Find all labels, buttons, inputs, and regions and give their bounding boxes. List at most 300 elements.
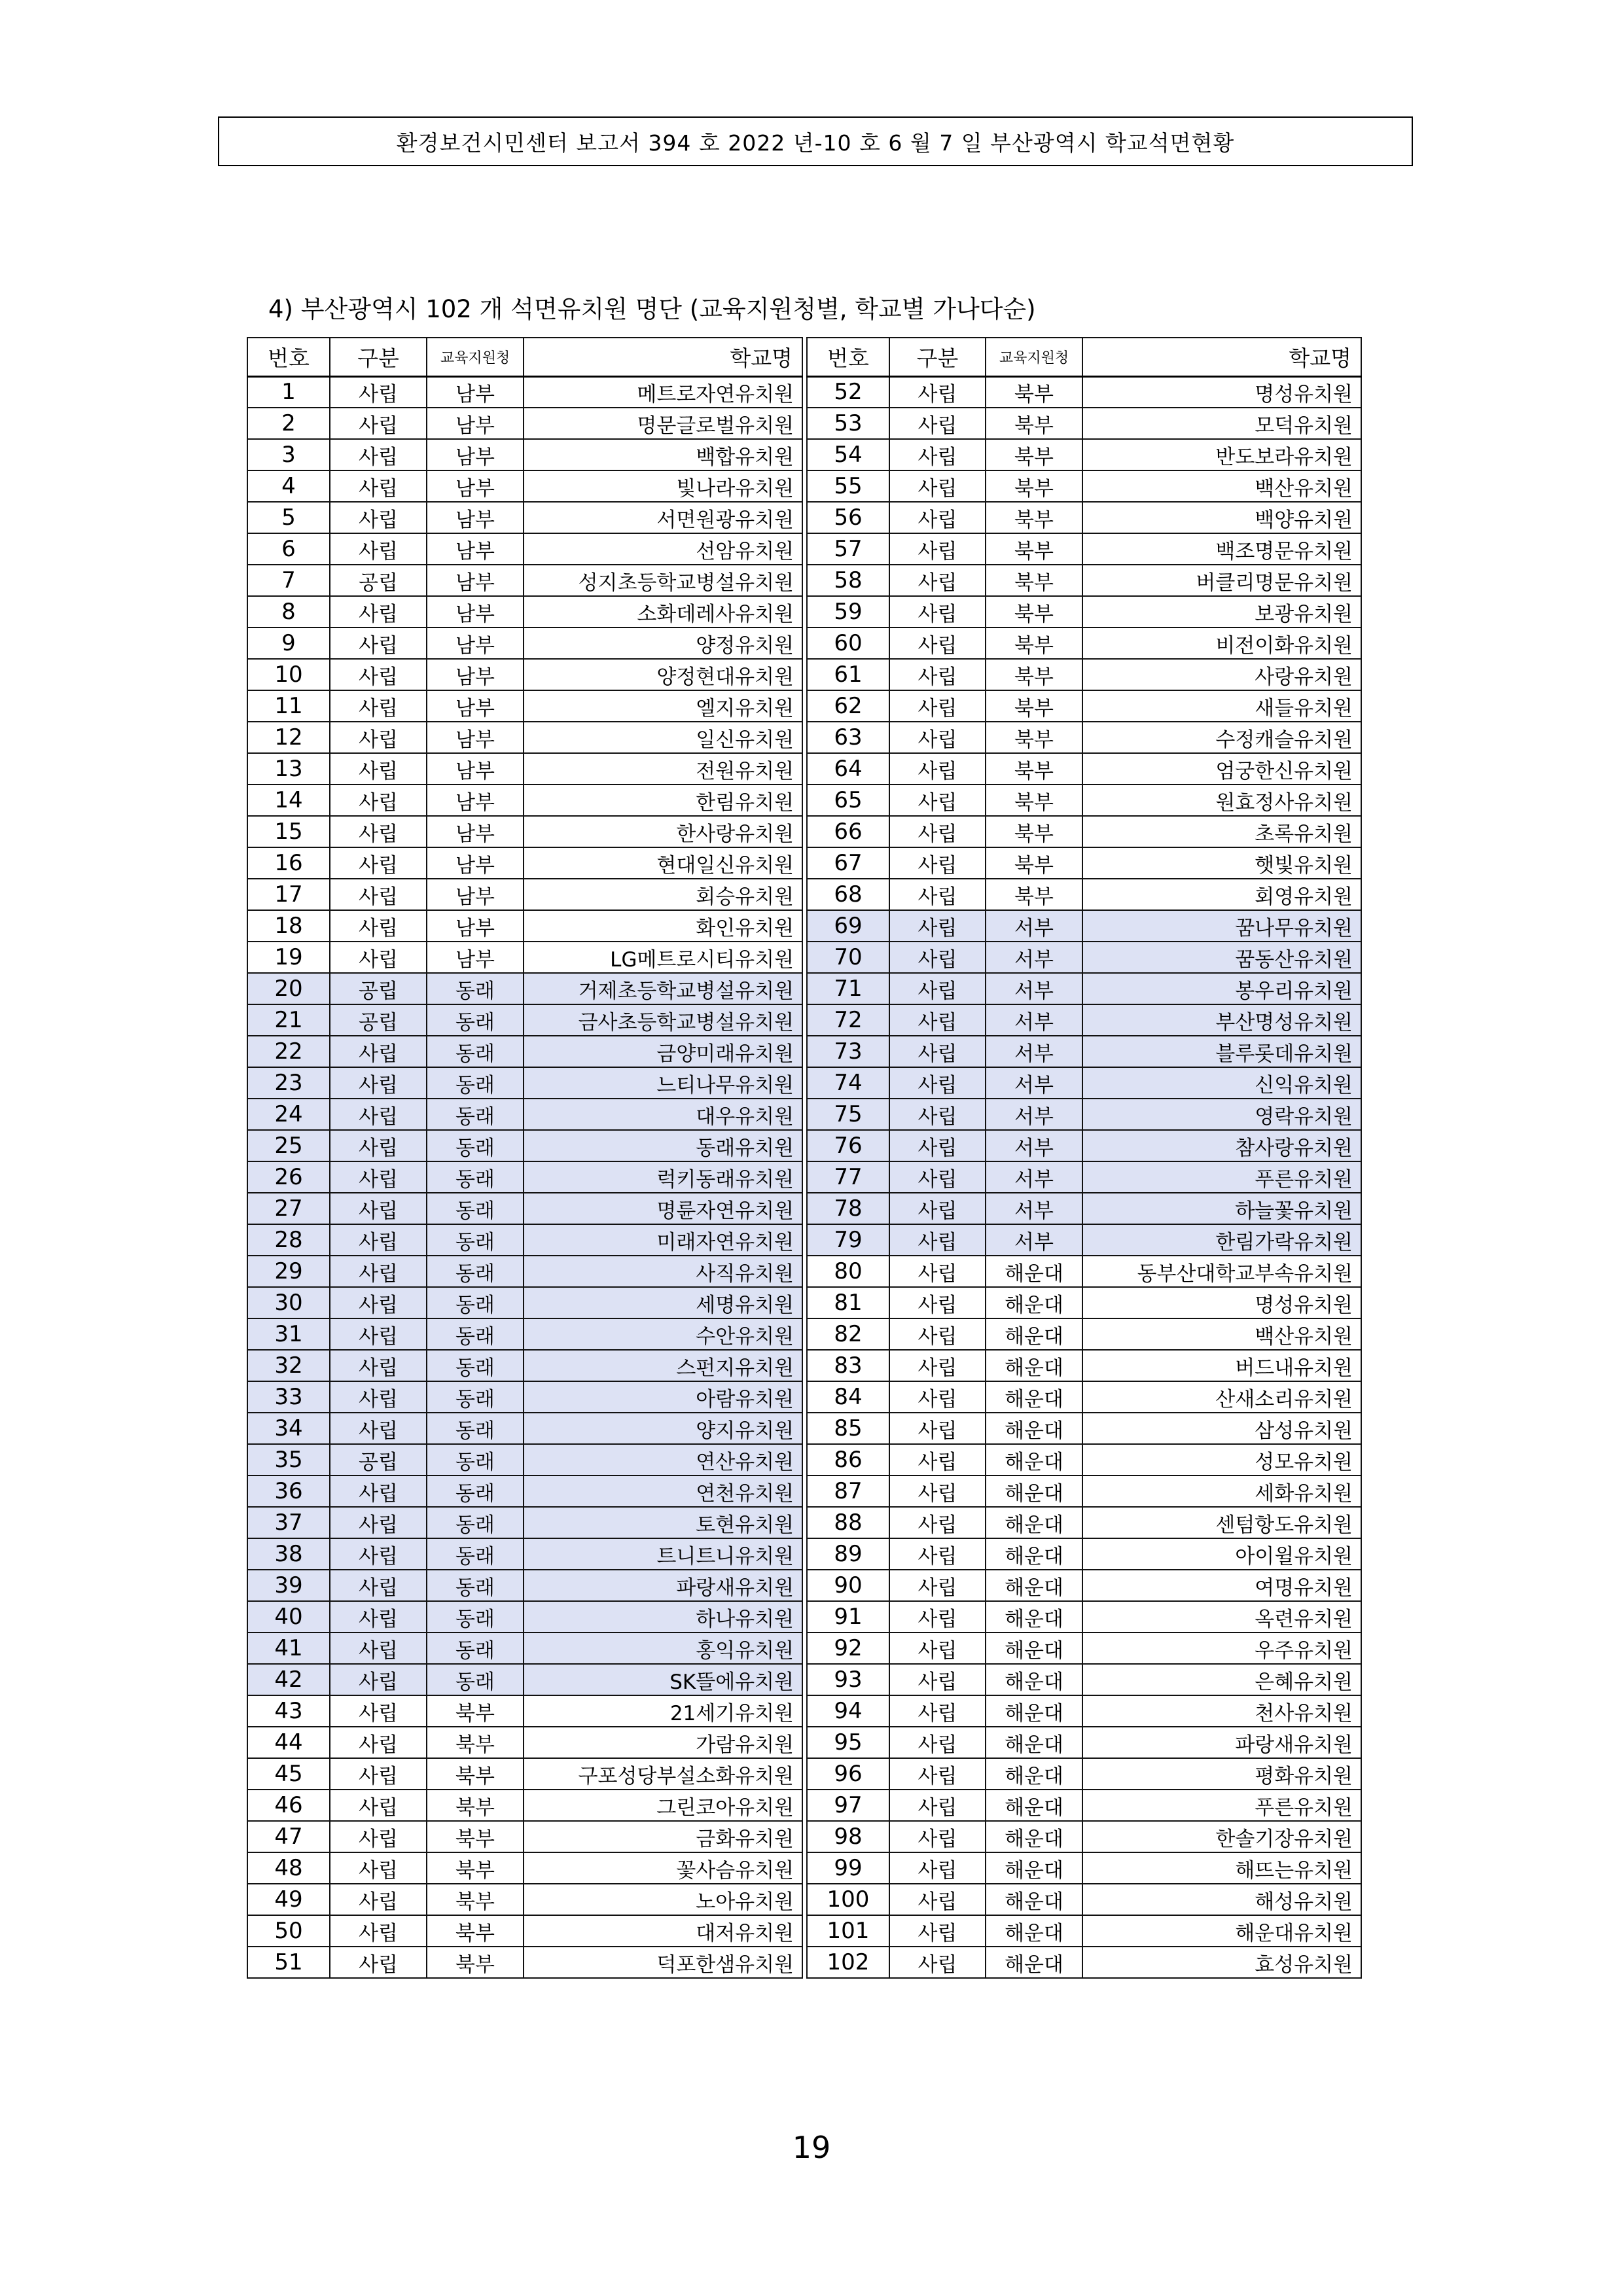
row-number: 97 [807, 1790, 889, 1821]
row-number: 14 [247, 785, 330, 816]
row-region: 해운대 [986, 1821, 1082, 1852]
header-school-name: 학교명 [1082, 338, 1361, 376]
row-number: 1 [247, 376, 330, 408]
row-number: 61 [807, 659, 889, 690]
row-region: 남부 [427, 847, 524, 879]
row-school-name: 한림유치원 [524, 785, 802, 816]
table-row [247, 1570, 802, 1601]
table-row [247, 753, 802, 785]
row-type: 사립 [330, 1884, 427, 1915]
row-type: 사립 [889, 1004, 986, 1036]
row-school-name: 연천유치원 [524, 1475, 802, 1507]
row-region: 남부 [427, 659, 524, 690]
row-number: 91 [807, 1601, 889, 1633]
row-number: 54 [807, 439, 889, 470]
row-region: 북부 [986, 502, 1082, 533]
row-region: 동래 [427, 1570, 524, 1601]
table-row [807, 785, 1361, 816]
row-school-name: 평화유치원 [1082, 1758, 1361, 1790]
row-school-name: 명륜자연유치원 [524, 1193, 802, 1224]
row-type: 사립 [330, 1758, 427, 1790]
row-type: 사립 [889, 1633, 986, 1664]
row-type: 사립 [889, 942, 986, 973]
row-type: 사립 [889, 596, 986, 627]
table-row [247, 1695, 802, 1727]
row-number: 92 [807, 1633, 889, 1664]
table-row [247, 1381, 802, 1413]
row-type: 사립 [330, 753, 427, 785]
table-row [247, 1852, 802, 1884]
row-type: 사립 [889, 408, 986, 439]
row-region: 동래 [427, 1193, 524, 1224]
row-region: 동래 [427, 1475, 524, 1507]
row-school-name: 우주유치원 [1082, 1633, 1361, 1664]
row-region: 동래 [427, 1036, 524, 1067]
row-number: 64 [807, 753, 889, 785]
row-number: 30 [247, 1287, 330, 1318]
row-number: 52 [807, 376, 889, 408]
row-region: 남부 [427, 408, 524, 439]
row-type: 사립 [330, 1224, 427, 1256]
row-type: 사립 [330, 910, 427, 942]
table-body-left [247, 376, 802, 1978]
table-row [807, 1915, 1361, 1947]
row-school-name: 영락유치원 [1082, 1099, 1361, 1130]
row-school-name: 옥련유치원 [1082, 1601, 1361, 1633]
row-type: 사립 [889, 1099, 986, 1130]
row-school-name: 양정유치원 [524, 627, 802, 659]
row-number: 85 [807, 1413, 889, 1444]
row-school-name: 수정캐슬유치원 [1082, 722, 1361, 753]
row-type: 사립 [889, 1664, 986, 1695]
table-row [247, 1193, 802, 1224]
row-region: 해운대 [986, 1381, 1082, 1413]
row-school-name: 구포성당부설소화유치원 [524, 1758, 802, 1790]
row-region: 남부 [427, 596, 524, 627]
row-school-name: 해뜨는유치원 [1082, 1852, 1361, 1884]
row-number: 59 [807, 596, 889, 627]
row-region: 동래 [427, 1538, 524, 1570]
row-region: 동래 [427, 1161, 524, 1193]
row-number: 19 [247, 942, 330, 973]
header-region: 교육지원청 [986, 338, 1082, 376]
row-school-name: 버클리명문유치원 [1082, 565, 1361, 596]
row-number: 7 [247, 565, 330, 596]
row-number: 11 [247, 690, 330, 722]
table-row [807, 1633, 1361, 1664]
row-school-name: 한솔기장유치원 [1082, 1821, 1361, 1852]
table-header-row [247, 338, 802, 376]
table-row [807, 596, 1361, 627]
table-row [247, 1350, 802, 1381]
row-number: 90 [807, 1570, 889, 1601]
row-region: 남부 [427, 722, 524, 753]
row-school-name: 명성유치원 [1082, 1287, 1361, 1318]
table-row [807, 439, 1361, 470]
row-number: 2 [247, 408, 330, 439]
row-school-name: 21세기유치원 [524, 1695, 802, 1727]
row-region: 서부 [986, 942, 1082, 973]
row-number: 50 [247, 1915, 330, 1947]
row-region: 북부 [986, 690, 1082, 722]
row-region: 해운대 [986, 1601, 1082, 1633]
row-number: 69 [807, 910, 889, 942]
row-school-name: 센텀항도유치원 [1082, 1507, 1361, 1538]
table-row [807, 1413, 1361, 1444]
row-school-name: 명성유치원 [1082, 376, 1361, 408]
row-number: 100 [807, 1884, 889, 1915]
table-row [247, 1256, 802, 1287]
row-type: 사립 [889, 1381, 986, 1413]
row-type: 사립 [889, 1413, 986, 1444]
row-school-name: 삼성유치원 [1082, 1413, 1361, 1444]
table-row [807, 1161, 1361, 1193]
row-type: 사립 [889, 1161, 986, 1193]
row-school-name: 꿈동산유치원 [1082, 942, 1361, 973]
row-school-name: 양정현대유치원 [524, 659, 802, 690]
row-number: 62 [807, 690, 889, 722]
row-number: 94 [807, 1695, 889, 1727]
row-region: 북부 [986, 722, 1082, 753]
row-region: 서부 [986, 1004, 1082, 1036]
row-region: 북부 [427, 1947, 524, 1978]
row-type: 사립 [330, 785, 427, 816]
row-type: 사립 [330, 816, 427, 847]
table-row [247, 1444, 802, 1475]
report-header-text: 환경보건시민센터 보고서 394 호 2022 년-10 호 6 월 7 일 부산광역시 학교석면현황 [396, 130, 1235, 156]
row-number: 93 [807, 1664, 889, 1695]
row-region: 남부 [427, 879, 524, 910]
row-region: 해운대 [986, 1758, 1082, 1790]
row-type: 사립 [330, 376, 427, 408]
row-school-name: 화인유치원 [524, 910, 802, 942]
row-school-name: 한림가락유치원 [1082, 1224, 1361, 1256]
row-type: 사립 [889, 847, 986, 879]
row-school-name: 한사랑유치원 [524, 816, 802, 847]
row-number: 4 [247, 470, 330, 502]
table-row [247, 1947, 802, 1978]
row-type: 사립 [889, 1758, 986, 1790]
row-school-name: 백산유치원 [1082, 470, 1361, 502]
row-number: 98 [807, 1821, 889, 1852]
row-type: 사립 [330, 942, 427, 973]
row-type: 사립 [889, 785, 986, 816]
row-number: 44 [247, 1727, 330, 1758]
row-school-name: 대저유치원 [524, 1915, 802, 1947]
table-row [807, 1538, 1361, 1570]
row-type: 사립 [330, 1475, 427, 1507]
row-type: 사립 [889, 1695, 986, 1727]
row-region: 동래 [427, 1004, 524, 1036]
row-school-name: 아람유치원 [524, 1381, 802, 1413]
header-no: 번호 [807, 338, 889, 376]
row-school-name: 초록유치원 [1082, 816, 1361, 847]
row-region: 남부 [427, 627, 524, 659]
row-region: 동래 [427, 1664, 524, 1695]
table-row [247, 470, 802, 502]
row-number: 84 [807, 1381, 889, 1413]
row-region: 동래 [427, 1601, 524, 1633]
row-type: 사립 [330, 1350, 427, 1381]
row-type: 사립 [889, 722, 986, 753]
row-school-name: 꿈나무유치원 [1082, 910, 1361, 942]
report-header [218, 116, 1413, 166]
row-region: 해운대 [986, 1915, 1082, 1947]
row-type: 공립 [330, 565, 427, 596]
row-school-name: 금양미래유치원 [524, 1036, 802, 1067]
table-row [807, 1947, 1361, 1978]
row-region: 동래 [427, 1350, 524, 1381]
row-school-name: 부산명성유치원 [1082, 1004, 1361, 1036]
row-type: 사립 [889, 1067, 986, 1099]
row-region: 북부 [986, 533, 1082, 565]
row-type: 사립 [330, 1161, 427, 1193]
row-number: 40 [247, 1601, 330, 1633]
header-type: 구분 [330, 338, 427, 376]
table-row [807, 565, 1361, 596]
header-type: 구분 [889, 338, 986, 376]
row-region: 남부 [427, 533, 524, 565]
row-region: 북부 [986, 753, 1082, 785]
row-region: 서부 [986, 1067, 1082, 1099]
row-school-name: 신익유치원 [1082, 1067, 1361, 1099]
row-type: 사립 [330, 879, 427, 910]
row-region: 해운대 [986, 1695, 1082, 1727]
row-school-name: 해운대유치원 [1082, 1915, 1361, 1947]
table-row [807, 470, 1361, 502]
row-type: 사립 [330, 1507, 427, 1538]
row-school-name: 푸른유치원 [1082, 1161, 1361, 1193]
row-school-name: 천사유치원 [1082, 1695, 1361, 1727]
row-number: 18 [247, 910, 330, 942]
row-region: 북부 [427, 1790, 524, 1821]
table-row [247, 973, 802, 1004]
row-number: 79 [807, 1224, 889, 1256]
row-school-name: 거제초등학교병설유치원 [524, 973, 802, 1004]
row-type: 사립 [330, 1381, 427, 1413]
row-school-name: 파랑새유치원 [524, 1570, 802, 1601]
table-row [247, 408, 802, 439]
row-number: 72 [807, 1004, 889, 1036]
row-type: 사립 [330, 1695, 427, 1727]
row-region: 북부 [986, 659, 1082, 690]
row-type: 사립 [889, 1036, 986, 1067]
row-number: 99 [807, 1852, 889, 1884]
kindergarten-table-right [806, 337, 1362, 1979]
table-row [247, 659, 802, 690]
row-region: 동래 [427, 1318, 524, 1350]
row-region: 남부 [427, 942, 524, 973]
row-region: 해운대 [986, 1538, 1082, 1570]
table-row [807, 1287, 1361, 1318]
page-number: 19 [792, 2130, 831, 2165]
row-region: 동래 [427, 1256, 524, 1287]
row-school-name: 모덕유치원 [1082, 408, 1361, 439]
table-row [247, 439, 802, 470]
table-row [247, 816, 802, 847]
table-row [807, 1664, 1361, 1695]
row-number: 68 [807, 879, 889, 910]
table-row [247, 1475, 802, 1507]
row-type: 사립 [330, 1947, 427, 1978]
table-row [807, 1004, 1361, 1036]
row-school-name: 소화데레사유치원 [524, 596, 802, 627]
row-number: 28 [247, 1224, 330, 1256]
row-school-name: 백양유치원 [1082, 502, 1361, 533]
row-type: 사립 [889, 533, 986, 565]
row-number: 45 [247, 1758, 330, 1790]
table-row [247, 1915, 802, 1947]
row-school-name: 하늘꽃유치원 [1082, 1193, 1361, 1224]
table-row [807, 408, 1361, 439]
row-school-name: 동래유치원 [524, 1130, 802, 1161]
table-row [247, 879, 802, 910]
row-type: 사립 [330, 1790, 427, 1821]
row-type: 사립 [889, 1318, 986, 1350]
row-type: 사립 [330, 502, 427, 533]
table-row [807, 1695, 1361, 1727]
row-number: 95 [807, 1727, 889, 1758]
table-row [247, 1130, 802, 1161]
row-region: 동래 [427, 1130, 524, 1161]
row-number: 89 [807, 1538, 889, 1570]
row-region: 북부 [986, 439, 1082, 470]
table-body-right [807, 376, 1361, 1978]
row-type: 사립 [330, 1601, 427, 1633]
row-school-name: 산새소리유치원 [1082, 1381, 1361, 1413]
table-row [807, 847, 1361, 879]
row-number: 63 [807, 722, 889, 753]
row-type: 사립 [330, 847, 427, 879]
row-number: 26 [247, 1161, 330, 1193]
row-type: 사립 [889, 973, 986, 1004]
row-number: 57 [807, 533, 889, 565]
row-number: 75 [807, 1099, 889, 1130]
row-type: 사립 [330, 1256, 427, 1287]
row-type: 사립 [330, 533, 427, 565]
row-type: 공립 [330, 973, 427, 1004]
row-school-name: 세화유치원 [1082, 1475, 1361, 1507]
row-type: 사립 [330, 408, 427, 439]
row-region: 북부 [427, 1915, 524, 1947]
table-row [807, 1601, 1361, 1633]
row-region: 동래 [427, 1381, 524, 1413]
row-number: 24 [247, 1099, 330, 1130]
row-type: 사립 [330, 1633, 427, 1664]
row-region: 북부 [986, 470, 1082, 502]
kindergarten-table-left [247, 337, 803, 1979]
row-school-name: SK뜰에유치원 [524, 1664, 802, 1695]
row-type: 사립 [889, 376, 986, 408]
row-number: 71 [807, 973, 889, 1004]
row-school-name: 백조명문유치원 [1082, 533, 1361, 565]
row-type: 사립 [889, 1884, 986, 1915]
row-school-name: 반도보라유치원 [1082, 439, 1361, 470]
row-region: 남부 [427, 376, 524, 408]
row-region: 해운대 [986, 1790, 1082, 1821]
row-region: 북부 [986, 376, 1082, 408]
row-number: 17 [247, 879, 330, 910]
row-number: 53 [807, 408, 889, 439]
row-number: 70 [807, 942, 889, 973]
row-number: 3 [247, 439, 330, 470]
row-type: 사립 [889, 1507, 986, 1538]
row-type: 사립 [889, 1130, 986, 1161]
table-row [247, 1067, 802, 1099]
row-number: 49 [247, 1884, 330, 1915]
row-school-name: 아이윌유치원 [1082, 1538, 1361, 1570]
row-number: 25 [247, 1130, 330, 1161]
row-school-name: 보광유치원 [1082, 596, 1361, 627]
row-school-name: 서면원광유치원 [524, 502, 802, 533]
row-type: 사립 [330, 659, 427, 690]
row-type: 사립 [330, 1287, 427, 1318]
row-school-name: 성모유치원 [1082, 1444, 1361, 1475]
table-row [247, 847, 802, 879]
row-number: 55 [807, 470, 889, 502]
row-number: 83 [807, 1350, 889, 1381]
table-row [807, 722, 1361, 753]
row-school-name: 명문글로벌유치원 [524, 408, 802, 439]
table-row [247, 690, 802, 722]
table-header-row [807, 338, 1361, 376]
table-row [807, 690, 1361, 722]
table-row [807, 1570, 1361, 1601]
row-school-name: 대우유치원 [524, 1099, 802, 1130]
row-region: 북부 [986, 879, 1082, 910]
table-row [807, 376, 1361, 408]
row-type: 사립 [330, 1318, 427, 1350]
row-number: 35 [247, 1444, 330, 1475]
row-type: 사립 [889, 1538, 986, 1570]
row-region: 북부 [427, 1852, 524, 1884]
row-school-name: 노아유치원 [524, 1884, 802, 1915]
row-school-name: 엄궁한신유치원 [1082, 753, 1361, 785]
row-number: 46 [247, 1790, 330, 1821]
row-type: 사립 [330, 1193, 427, 1224]
row-number: 81 [807, 1287, 889, 1318]
table-row [247, 627, 802, 659]
row-type: 사립 [330, 1570, 427, 1601]
row-number: 74 [807, 1067, 889, 1099]
row-type: 사립 [330, 1099, 427, 1130]
table-row [807, 1821, 1361, 1852]
table-row [807, 816, 1361, 847]
row-region: 동래 [427, 1067, 524, 1099]
row-region: 서부 [986, 1130, 1082, 1161]
row-school-name: 사랑유치원 [1082, 659, 1361, 690]
row-number: 58 [807, 565, 889, 596]
row-number: 51 [247, 1947, 330, 1978]
row-school-name: 여명유치원 [1082, 1570, 1361, 1601]
row-number: 29 [247, 1256, 330, 1287]
row-number: 10 [247, 659, 330, 690]
row-school-name: 세명유치원 [524, 1287, 802, 1318]
row-number: 77 [807, 1161, 889, 1193]
row-type: 사립 [889, 690, 986, 722]
row-school-name: 블루롯데유치원 [1082, 1036, 1361, 1067]
table-row [807, 1727, 1361, 1758]
row-number: 66 [807, 816, 889, 847]
row-region: 동래 [427, 1099, 524, 1130]
row-region: 남부 [427, 502, 524, 533]
row-school-name: 푸른유치원 [1082, 1790, 1361, 1821]
row-school-name: 비전이화유치원 [1082, 627, 1361, 659]
row-number: 88 [807, 1507, 889, 1538]
header-region: 교육지원청 [427, 338, 524, 376]
row-number: 31 [247, 1318, 330, 1350]
row-region: 동래 [427, 973, 524, 1004]
